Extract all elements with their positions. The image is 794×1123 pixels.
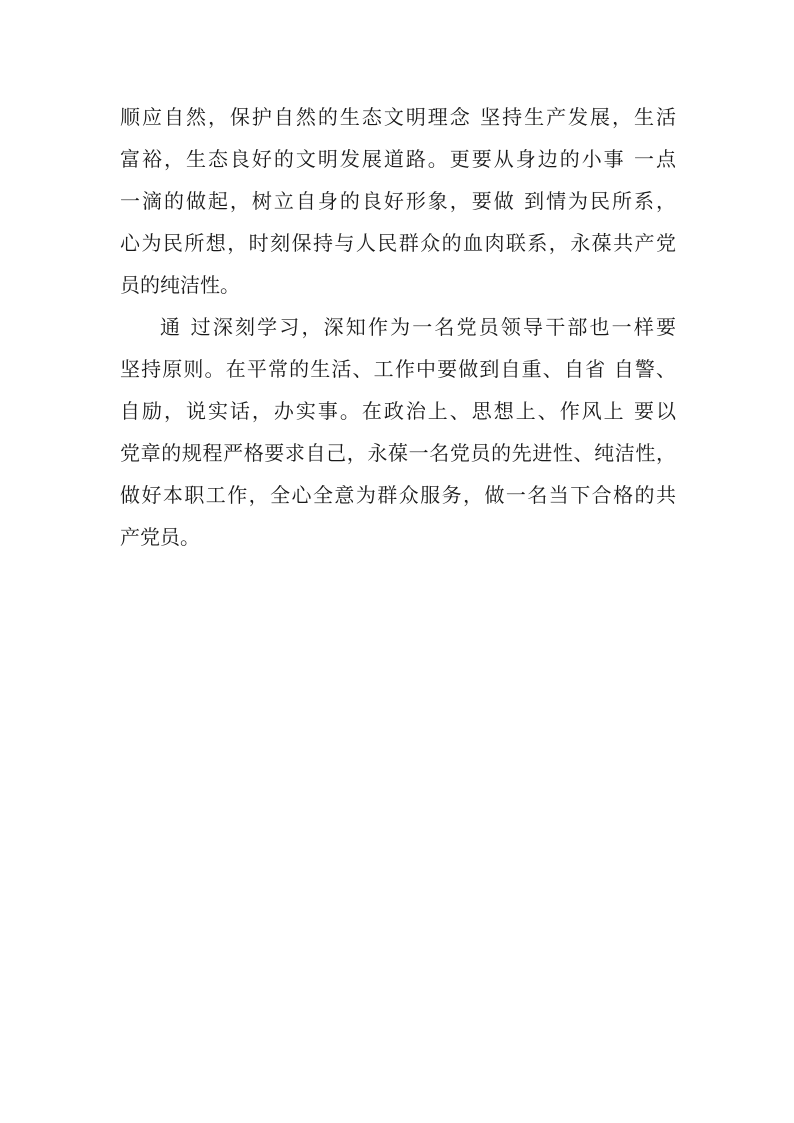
- document-body: [120, 96, 676, 558]
- text-line: 自励，说实话，办实事。在政治上、思想上、作风上 要以: [120, 399, 676, 423]
- text-line: 产党员。: [120, 525, 200, 549]
- text-line: 顺应自然，保护自然的生态文明理念 坚持生产发展，生活: [120, 105, 676, 129]
- text-line: 一滴的做起，树立自身的良好形象，要做 到情为民所系，: [120, 189, 676, 213]
- text-line: 做好本职工作，全心全意为群众服务，做一名当下合格的共: [120, 483, 676, 507]
- paragraph-2: [120, 306, 676, 558]
- text-line: 党章的规程严格要求自己，永葆一名党员的先进性、纯洁性，: [120, 441, 676, 465]
- text-line: 通 过深刻学习，深知作为一名党员领导干部也一样要: [160, 315, 676, 339]
- text-line: 员的纯洁性。: [120, 273, 240, 297]
- text-line: 心为民所想，时刻保持与人民群众的血肉联系，永葆共产党: [120, 231, 676, 255]
- text-line: 富裕，生态良好的文明发展道路。更要从身边的小事 一点: [120, 147, 676, 171]
- paragraph-1: [120, 96, 676, 306]
- text-line: 坚持原则。在平常的生活、工作中要做到自重、自省 自警、: [120, 357, 676, 381]
